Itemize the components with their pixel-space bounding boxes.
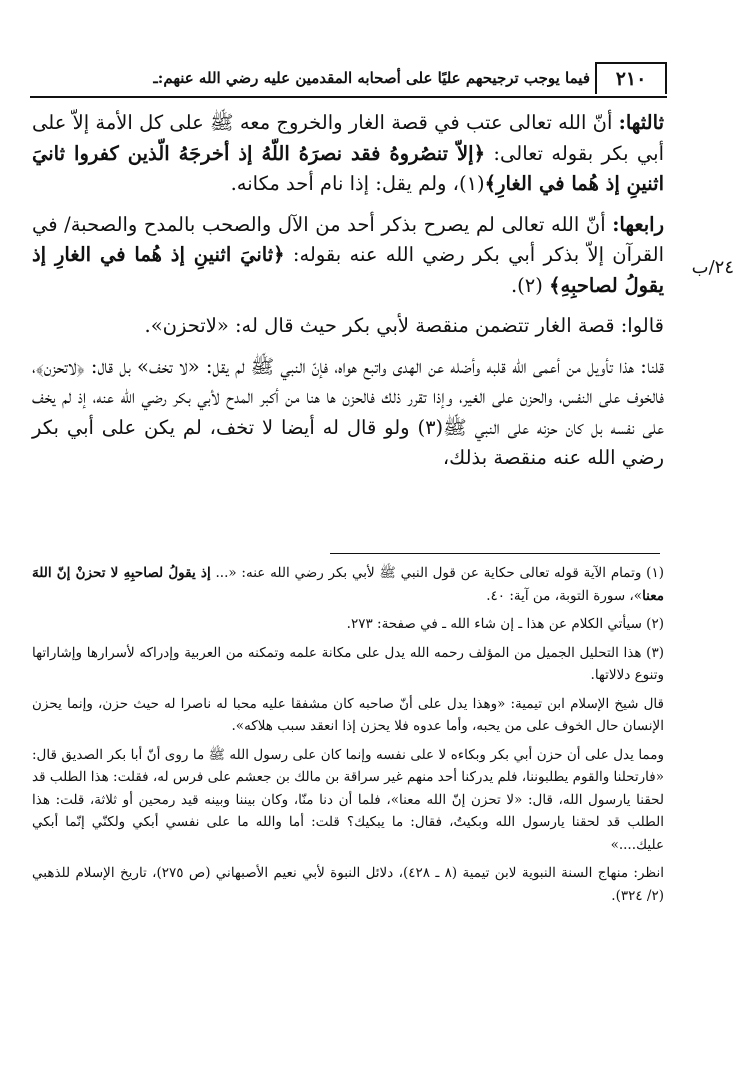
paragraph-lead: رابعها:	[612, 212, 664, 236]
manuscript-folio-note: ٢٤/ب	[691, 257, 734, 278]
footnotes	[32, 562, 664, 913]
footnote-separator	[330, 553, 660, 554]
footnote-1	[32, 562, 664, 607]
paragraph-text: أنّ الله تعالى عتب في قصة الغار والخروج معه ﷺ على كل الأمة إلاّ على أبي بكر بقوله تعالى:	[32, 111, 664, 165]
paragraph-text: (١)، ولم يقل: إذا نام أحد مكانه.	[230, 172, 485, 195]
quran-verse: ﴿إلاّ تنصُروهُ فقد نصرَهُ اللّهُ إذ أخرجَهُ الّذين كفروا ثانيَ اثنينِ إذ هُما في الغارِ﴾	[32, 141, 664, 195]
paragraph-lead: ثالثها:	[618, 111, 664, 134]
footnote-2: (٢) سيأتي الكلام عن هذا ـ إن شاء الله ـ في صفحة: ٢٧٣.	[346, 616, 664, 632]
footnote-3: (٣) هذا التحليل الجميل من المؤلف رحمه الله يدل على مكانة علمه وتمكنه من العربية وإدراكه لأسرارها وإشاراتها وتنوع دلالاتها.	[32, 644, 664, 683]
footnote-text: »، سورة التوبة، من آية: ٤٠.	[486, 587, 643, 604]
page-number: ٢١٠	[595, 62, 667, 94]
main-text	[32, 108, 664, 484]
footnote-text: (١) وتمام الآية قوله تعالى حكاية عن قول النبي ﷺ لأبي بكر رضي الله عنه: «...	[210, 565, 664, 581]
running-title: فيما يوجب ترجيحهم عليًا على أصحابه المقدمين عليه رضي الله عنهم:ـ	[153, 69, 590, 87]
paragraph-objection: قالوا: قصة الغار تتضمن منقصة لأبي بكر حيث قال له: «لاتحزن».	[144, 314, 664, 337]
paragraph-text: (٢).	[510, 273, 550, 297]
paragraph-fourth-point	[32, 210, 664, 302]
paragraph-text: أنّ الله تعالى لم يصرح بذكر أحد من الآل والصحب بالمدح والصحبة/ في القرآن إلاّ بذكر أبي بكر رضي الله عنه بقوله:	[32, 212, 664, 266]
footnote-3-references: انظر: منهاج السنة النبوية لابن تيمية (٨ ـ ٤٢٨)، دلائل النبوة لأبي نعيم الأصبهاني (ص ٢٧٥)، تاريخ الإسلام للذهبي (٢/ ٣٢٤).	[32, 865, 664, 904]
quran-verse: ﴿ثانيَ اثنينِ إذ هُما في الغارِ إذ يقولُ لصاحبِهِ﴾	[32, 243, 664, 297]
page-header	[30, 62, 667, 98]
paragraph-third-point	[32, 108, 664, 200]
paragraph-response: قلنا: هذا تأويل من أعمى الله قلبه وأضله عن الهدى واتبع هواه، فإنّ النبي ﷺ لم يقل: «لا تخف» بل قال: ﴿لاتحزن﴾، فالخوف على النفس، والحزن على الغير، وإذا تقرر ذلك فالحزن ها هنا من أكبر المدح لأبي بكر رضي الله عنه، إذ لم يخف على نفسه بل كان حزنه على النبي ﷺ(٣) ولو قال له أيضا لا تخف، لم يكن على أبي بكر رضي الله عنه منقصة بذلك،	[32, 354, 664, 469]
footnote-3-quote: قال شيخ الإسلام ابن تيمية: «وهذا يدل على أنّ صاحبه كان مشفقا عليه محبا له ناصرا له حيث حزن، وإنما يحزن الإنسان حال الخوف على من يحبه، وأما عدوه فلا يحزن إذا انعقد سبب هلاكه».	[32, 695, 664, 734]
footnote-3-hadith: ومما يدل على أن حزن أبي بكر وبكاءه لا على نفسه وإنما كان على رسول الله ﷺ ما روى أنّ أبا بكر الصديق قال: «فارتحلنا والقوم يطلبوننا، فلم يدركنا أحد منهم غير سراقة بن مالك بن جعشم على فرس له، فقلت: هذا الطلب قد لحقنا يارسول الله، قال: «لا تحزن إنّ الله معنا»، فلما أن دنا منّا، وكان بيننا وبينه قيد رمحين أو ثلاثة، قلت: هذا الطلب قد لحقنا يارسول الله وبكيتُ، فقال: ما يبكيك؟ قلت: أما والله ما على نفسي أبكي ولكنّي إنّما أبكي عليك....»	[32, 746, 664, 853]
footnote-quran: إذ يقولُ لصاحبِهِ لا تحزنْ إنّ اللهَ معنا	[32, 565, 664, 604]
